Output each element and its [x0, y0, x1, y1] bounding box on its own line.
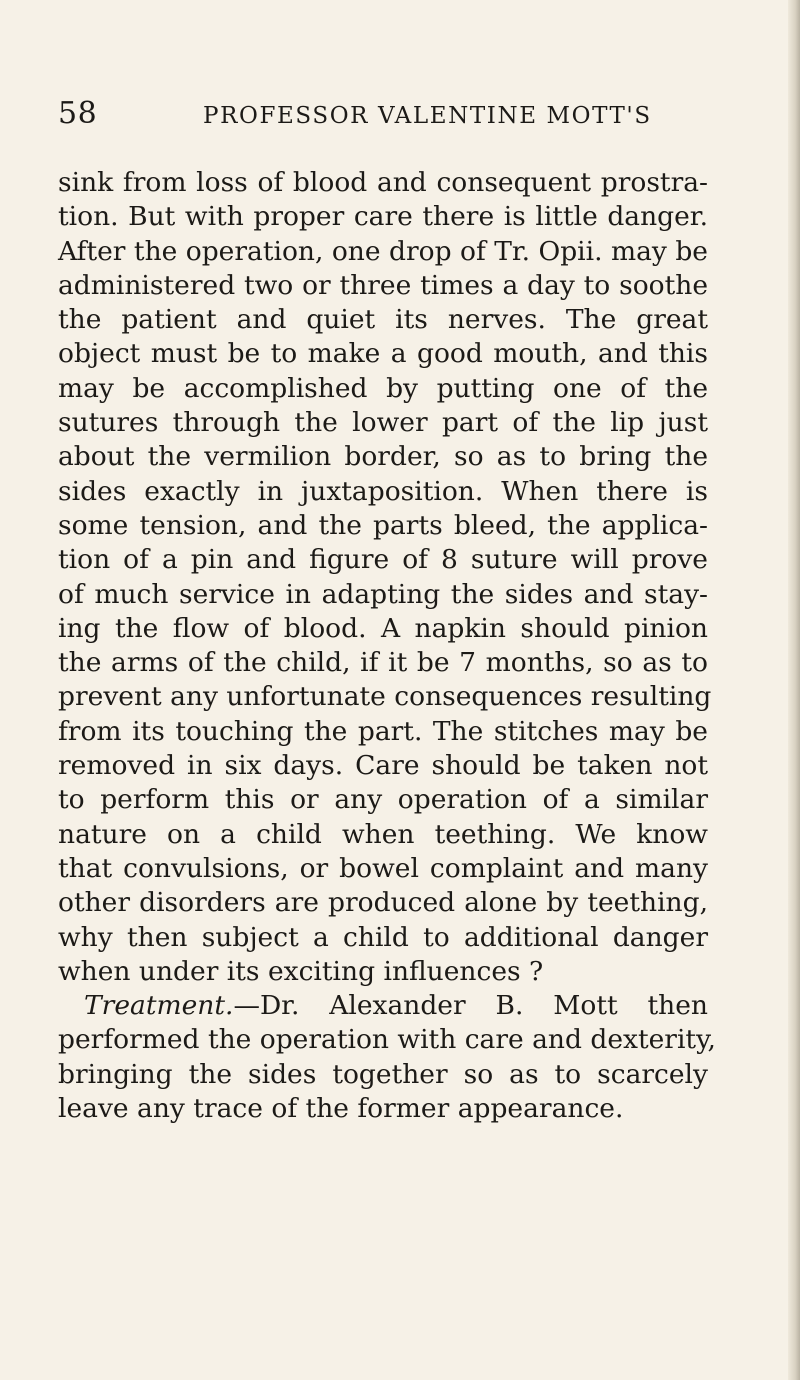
text-line: prevent any unfortunate consequences resulting: [58, 681, 712, 713]
text-line: tion of a pin and figure of 8 suture will prove: [58, 544, 708, 576]
page-edge: [788, 0, 800, 1380]
text-line: After the operation, one drop of Tr. Opii. may be: [58, 235, 708, 267]
text-line: performed the operation with care and dexterity,: [58, 1024, 716, 1056]
text-line: sutures through the lower part of the lip just: [58, 407, 708, 439]
text-line: other disorders are produced alone by teething,: [58, 887, 708, 919]
page-number: 58: [58, 96, 98, 131]
text-line: when under its exciting influences ?: [58, 955, 544, 987]
text-line: the arms of the child, if it be 7 months, so as to: [58, 647, 708, 679]
text-line: the patient and quiet its nerves. The great: [58, 304, 708, 336]
text-line: administered two or three times a day to soothe: [58, 269, 708, 301]
treatment-first-line: [58, 989, 708, 1023]
text-line: some tension, and the parts bleed, the applica-: [58, 509, 708, 541]
text-line: tion. But with proper care there is little danger.: [58, 201, 708, 233]
text-line: sides exactly in juxtaposition. When there is: [58, 475, 708, 507]
text-line: removed in six days. Care should be taken not: [58, 750, 708, 782]
text-line: may be accomplished by putting one of the: [58, 372, 708, 404]
text-line: bringing the sides together so as to scarcely: [58, 1058, 708, 1090]
text-line: from its touching the part. The stitches may be: [58, 715, 708, 747]
text-line: nature on a child when teething. We know: [58, 818, 708, 850]
text-line: sink from loss of blood and consequent prostra-: [58, 167, 708, 198]
text-line: object must be to make a good mouth, and this: [58, 338, 708, 370]
treatment-label: Treatment.: [84, 990, 234, 1022]
text-line: ing the flow of blood. A napkin should pinion: [58, 612, 708, 644]
text-line: to perform this or any operation of a similar: [58, 784, 708, 816]
body-text: [58, 166, 716, 1126]
running-title: PROFESSOR VALENTINE MOTT'S: [203, 103, 652, 129]
text-line: leave any trace of the former appearance.: [58, 1093, 624, 1125]
text-line: of much service in adapting the sides and stay-: [58, 578, 708, 610]
text-line: about the vermilion border, so as to bring the: [58, 441, 708, 473]
text-line: why then subject a child to additional danger: [58, 921, 708, 953]
running-head: [58, 94, 748, 134]
text-line: that convulsions, or bowel complaint and many: [58, 852, 708, 884]
treatment-text: —Dr. Alexander B. Mott then: [233, 990, 708, 1022]
